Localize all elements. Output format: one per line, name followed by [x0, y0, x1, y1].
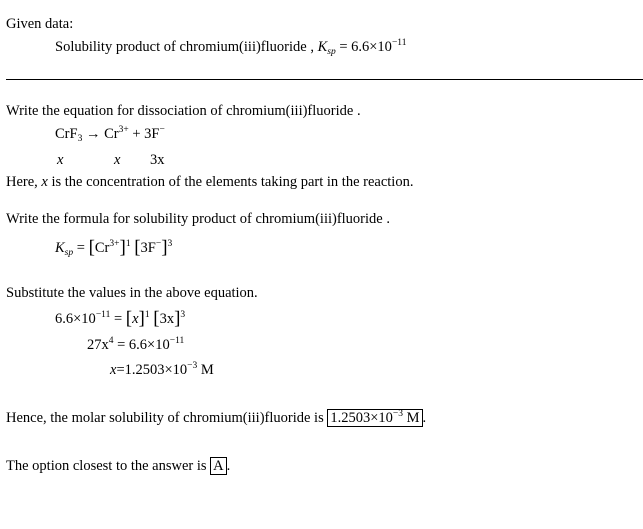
note-rest: is the concentration of the elements taking part in the reaction. — [51, 174, 414, 190]
sub1-bracket-close-2: ] — [174, 308, 181, 329]
divider — [6, 79, 643, 80]
sub1-lhs: 6.6×10 — [55, 311, 96, 327]
sub1-lhs-exp: −11 — [95, 310, 111, 320]
bracket-close-2: ] — [161, 237, 168, 258]
anion: + 3F — [132, 126, 160, 142]
sub1-x-exp: 1 — [144, 310, 150, 320]
sub3-exp: −3 — [187, 361, 198, 371]
dissociation-equation — [55, 125, 165, 143]
conc-cation: x — [57, 152, 64, 168]
given-ksp-exp: −11 — [391, 38, 407, 48]
conclusion-text: Hence, the molar solubility of chromium(iii)fluoride is — [6, 410, 324, 426]
substitute-line-1 — [55, 309, 185, 328]
sub1-3x-exp: 3 — [180, 310, 186, 320]
conclusion-period: . — [422, 410, 427, 426]
conc-anion-right-value: 3x — [150, 152, 165, 168]
answer-exp: −3 — [392, 409, 404, 419]
formula-eq: = — [76, 240, 85, 256]
answer-value: 1.2503×10 — [330, 410, 393, 426]
option-line — [6, 457, 230, 475]
bracket-close-1: ] — [119, 237, 126, 258]
note-here: Here, — [6, 174, 38, 190]
sub3-unit: M — [200, 362, 214, 378]
option-box — [210, 457, 226, 475]
substitute-line-2 — [87, 336, 184, 354]
given-ksp-label: Solubility product of chromium(iii)fluoride , — [55, 39, 314, 55]
dissociation-instruction: Write the equation for dissociation of chromium(iii)fluoride . — [6, 103, 361, 119]
given-ksp-value: = 6.6×10 — [339, 39, 392, 55]
formula-term2-exp: 3 — [167, 239, 173, 249]
answer-unit: M — [406, 410, 420, 426]
anion-charge: − — [159, 125, 165, 135]
sub2-lhs: 27x — [87, 337, 109, 353]
bracket-open-1: [ — [88, 237, 95, 258]
substitute-line-3 — [110, 361, 214, 379]
dissociation-note — [6, 173, 413, 191]
note-x: x — [41, 174, 48, 190]
formula-term1-charge: 3+ — [109, 239, 120, 249]
given-ksp-line — [55, 38, 406, 56]
reactant-sub: 3 — [77, 134, 83, 144]
conclusion-line — [6, 409, 426, 427]
formula-term1: Cr — [94, 240, 110, 256]
option-period: . — [226, 458, 231, 474]
sub1-bracket-open-2: [ — [153, 308, 160, 329]
reactant: CrF — [55, 126, 78, 142]
sub3-rhs: =1.2503×10 — [116, 362, 188, 378]
reaction-arrow: → — [85, 126, 101, 142]
given-heading: Given data: — [6, 16, 74, 32]
sub1-3x: 3x — [159, 311, 175, 327]
conc-anion-right — [150, 151, 165, 169]
formula-term2-charge: − — [155, 239, 162, 249]
sub2-rhs-exp: −11 — [169, 336, 185, 346]
conc-anion-left: x — [114, 152, 121, 168]
cation-charge: 3+ — [118, 125, 129, 135]
given-ksp-symbol: K — [317, 39, 328, 55]
sub1-x: x — [132, 311, 139, 327]
sub2-lhs-exp: 4 — [108, 336, 114, 346]
option-value: A — [213, 458, 224, 474]
formula-lhs: K — [55, 240, 65, 256]
formula-instruction: Write the formula for solubility product of chromium(iii)fluoride . — [6, 211, 390, 227]
bracket-open-2: [ — [134, 237, 141, 258]
formula-term2: 3F — [140, 240, 156, 256]
answer-box — [327, 409, 422, 427]
cation: Cr — [104, 126, 119, 142]
given-ksp-sub: sp — [327, 47, 336, 57]
sub1-eq: = — [113, 311, 123, 327]
sub3-x: x — [110, 362, 117, 378]
ksp-formula — [55, 238, 172, 257]
sub2-rhs: = 6.6×10 — [117, 337, 170, 353]
sub1-bracket-close-1: ] — [138, 308, 145, 329]
formula-lhs-sub: sp — [64, 248, 74, 258]
option-text: The option closest to the answer is — [6, 458, 207, 474]
formula-term1-exp: 1 — [125, 239, 131, 249]
sub1-bracket-open-1: [ — [125, 308, 133, 329]
substitute-instruction: Substitute the values in the above equation. — [6, 285, 258, 301]
